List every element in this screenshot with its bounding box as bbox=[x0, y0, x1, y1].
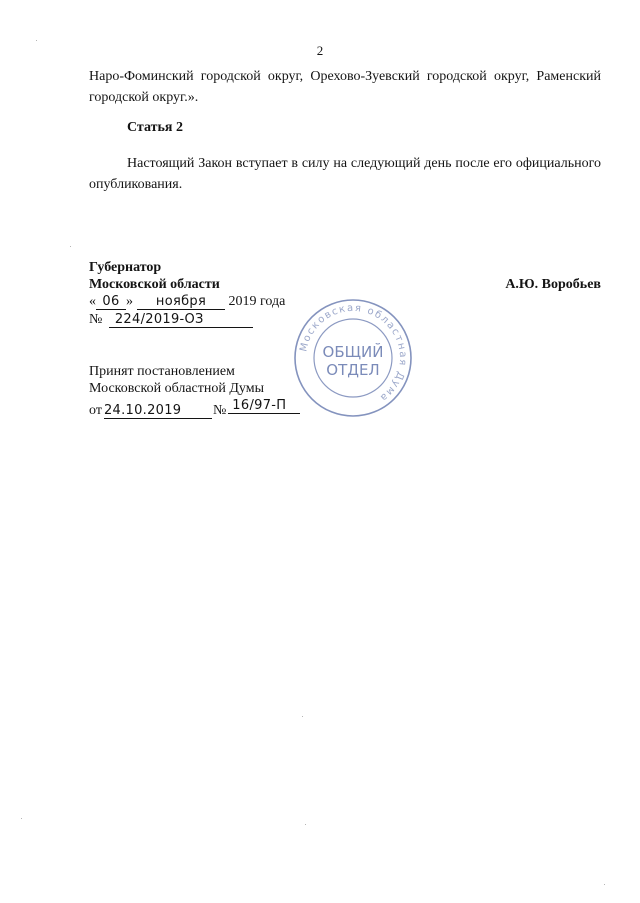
page-number: 2 bbox=[316, 43, 324, 58]
signatory-title-line1: Губернатор bbox=[89, 260, 162, 275]
law-number-line bbox=[89, 312, 253, 328]
adopted-details bbox=[89, 398, 300, 419]
stamp-text-line1: ОБЩИЙ bbox=[322, 343, 384, 361]
date-year: 2019 года bbox=[228, 294, 286, 309]
adopted-number: 16/97-П bbox=[228, 398, 300, 414]
article-2-text: Настоящий Закон вступает в силу на следующий день после его официального опубликования. bbox=[89, 156, 601, 192]
scan-speck bbox=[302, 716, 303, 717]
stamp-ring-text: Московская областная Дума bbox=[298, 302, 409, 404]
adopted-from-label: от bbox=[89, 403, 102, 418]
date-day: 06 bbox=[96, 294, 126, 310]
scan-speck bbox=[604, 884, 605, 885]
signatory-name: А.Ю. Воробьев bbox=[505, 277, 601, 292]
stamp-text-line2: ОТДЕЛ bbox=[326, 361, 380, 379]
adopted-date: 24.10.2019 bbox=[104, 403, 212, 419]
scan-speck bbox=[21, 818, 22, 819]
scan-speck bbox=[70, 246, 71, 247]
scan-speck bbox=[36, 40, 37, 41]
scan-speck bbox=[305, 824, 306, 825]
official-stamp bbox=[291, 296, 415, 420]
law-number-value: 224/2019-ОЗ bbox=[109, 312, 253, 328]
paragraph-continuation: Наро-Фоминский городской округ, Орехово-Зуевский городской округ, Раменский городской округ.». bbox=[89, 69, 601, 105]
signatory-title-line2: Московской области bbox=[89, 277, 220, 292]
law-number-sign: № bbox=[89, 312, 103, 327]
adopted-line1: Принят постановлением bbox=[89, 364, 235, 379]
stamp-seal bbox=[291, 296, 415, 420]
date-line bbox=[89, 294, 285, 310]
article-heading: Статья 2 bbox=[127, 120, 183, 135]
date-open-quote: « bbox=[89, 294, 96, 309]
adopted-line2: Московской областной Думы bbox=[89, 381, 264, 396]
date-month: ноября bbox=[137, 294, 225, 310]
adopted-num-label: № bbox=[212, 403, 227, 418]
date-close-quote: » bbox=[126, 294, 133, 309]
